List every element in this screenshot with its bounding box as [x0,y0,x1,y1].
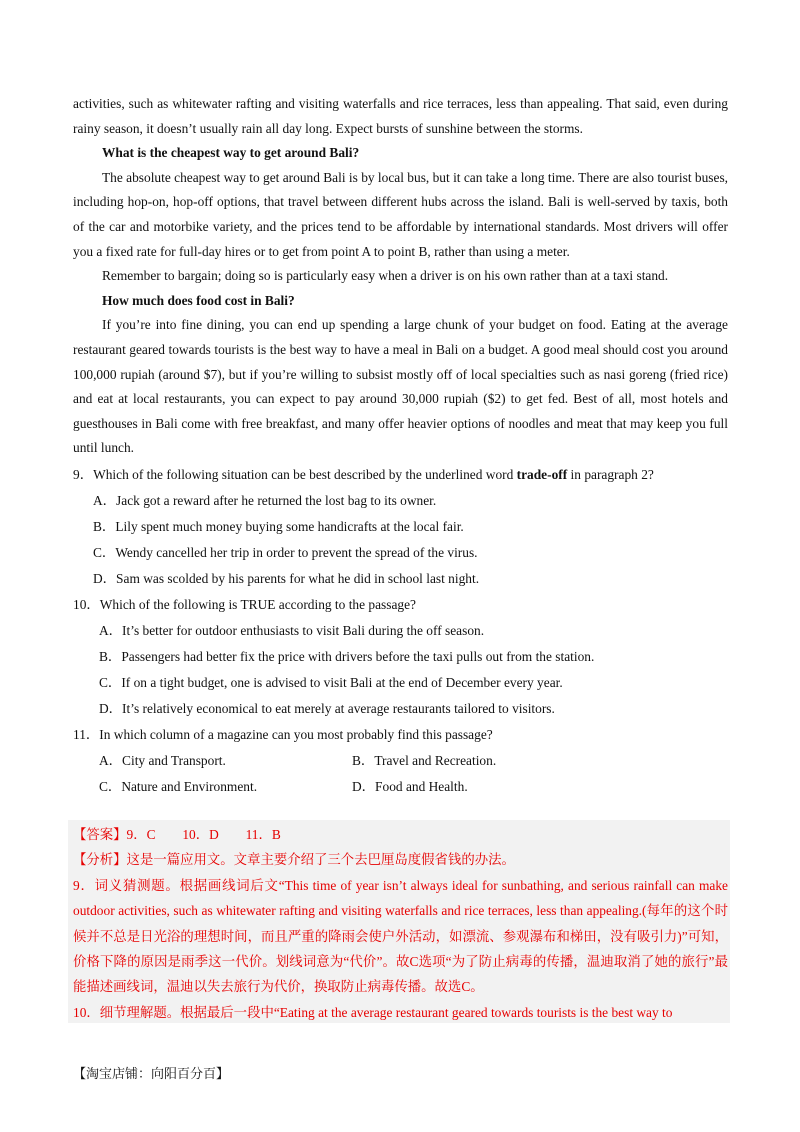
paragraph-transport: The absolute cheapest way to get around Bali is by local bus, but it can take a long time. There are also tourist buses, including hop-on, hop-off options, that travel between different hubs across the island. Bali is well-served by taxis, both of the car and motorbike variety, and the prices tend to be affordable by international standards. Most drivers will offer you a fixed rate for full-day hires or to get from point A to point B, rather than using a meter. [73,169,728,259]
answer-analysis: 【分析】这是一篇应用文。文章主要介绍了三个去巴厘岛度假省钱的办法。 [73,852,515,868]
heading-transport: What is the cheapest way to get around Bali? [102,145,360,161]
option-9b[interactable]: B．Lily spent much money buying some handicrafts at the local fair. [93,518,464,534]
option-10b[interactable]: B．Passengers had better fix the price with drivers before the taxi pulls out from the station. [99,648,595,664]
option-11d[interactable]: D．Food and Health. [352,778,468,794]
option-9a[interactable]: A．Jack got a reward after he returned the lost bag to its owner. [93,492,437,508]
answer-section [68,820,730,1023]
question-11-stem: 11．In which column of a magazine can you most probably find this passage? [73,726,493,742]
question-10-stem: 10．Which of the following is TRUE according to the passage? [73,596,416,612]
underlined-keyword: trade-off [516,466,568,482]
footer-shop-label: 【淘宝店铺：向阳百分百】 [73,1067,230,1082]
answer-q9-explanation: 9．词义猜测题。根据画线词后文“This time of year isn’t always ideal for sunbathing, and serious rainfall can make outdoor activities, such as whitewater rafting and visiting waterfalls and rice terraces, less than appealing.(每年的这个时候并不总是日光浴的理想时间，而且严重的降雨会使户外活动，如漂流、参观瀑布和梯田，没有吸引力)”可知，价格下降的原因是雨季这一代价。划线词意为“代价”。故C选项“为了防止病毒的传播，温迪取消了她的旅行”最能描述画线词，温迪以失去旅行为代价，换取防止病毒传播。故选C。 [73,877,728,995]
option-9c[interactable]: C．Wendy cancelled her trip in order to prevent the spread of the virus. [93,544,478,560]
question-11 [73,722,728,800]
options-11-row1 [73,748,728,774]
option-10a[interactable]: A．It’s better for outdoor enthusiasts to visit Bali during the off season. [99,622,485,638]
paragraph-continued: activities, such as whitewater rafting and visiting waterfalls and rice terraces, less than appealing. That said, even during rainy season, it doesn’t usually rain all day long. Expect bursts of sunshine between the storms. [73,96,728,136]
question-9 [73,462,728,592]
answer-key: 【答案】9．C 10．D 11．B [73,827,281,842]
question-10 [73,592,728,722]
option-11b[interactable]: B．Travel and Recreation. [352,752,497,768]
question-9-stem: 9．Which of the following situation can be best described by the underlined word trade-off in paragraph 2? [73,466,654,482]
option-11c[interactable]: C．Nature and Environment. [99,778,258,794]
paragraph-bargain: Remember to bargain; doing so is particularly easy when a driver is on his own rather than at a taxi stand. [102,268,669,284]
option-9d[interactable]: D．Sam was scolded by his parents for what he did in school last night. [93,570,480,586]
option-10d[interactable]: D．It’s relatively economical to eat merely at average restaurants tailored to visitors. [99,700,555,716]
option-11a[interactable]: A．City and Transport. [99,752,226,768]
passage-body [73,92,728,800]
option-10c[interactable]: C．If on a tight budget, one is advised to visit Bali at the end of December every year. [99,674,563,690]
heading-food: How much does food cost in Bali? [102,292,295,308]
answer-q10-explanation: 10．细节理解题。根据最后一段中“Eating at the average restaurant geared towards tourists is the best way to [73,1004,673,1020]
paragraph-food: If you’re into fine dining, you can end up spending a large chunk of your budget on food. Eating at the average restaurant geared towards tourists is the best way to have a meal in Bali on a budget. A good meal should cost you around 100,000 rupiah (around $7), but if you’re willing to subsist mostly off of local specialties such as nasi goreng (fried rice) and eat at local restaurants, you can expect to pay around 30,000 rupiah ($2) to get fed. Best of all, most hotels and guesthouses in Bali come with free breakfast, and many offer heavier options of noodles and meat that may keep you full until lunch. [73,317,728,456]
options-11-row2 [73,774,728,800]
